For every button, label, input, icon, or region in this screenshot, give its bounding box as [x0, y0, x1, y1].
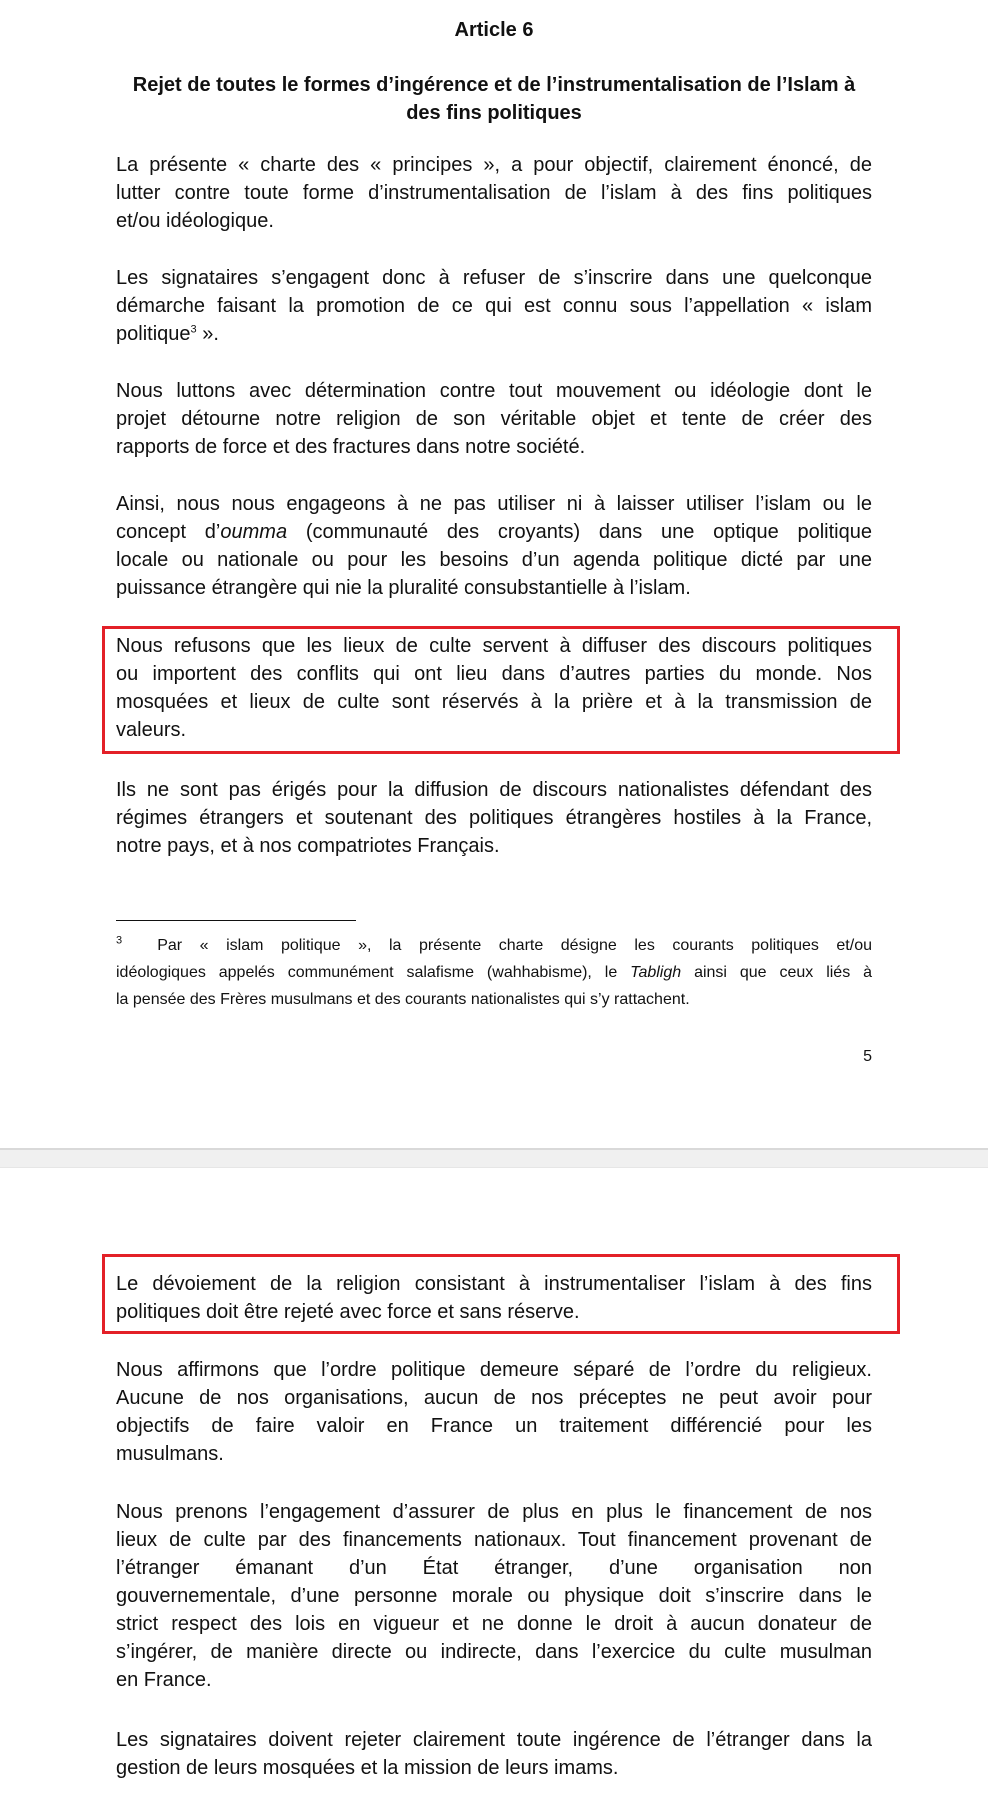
text-line	[116, 518, 872, 546]
text-line: Les signataires s’engagent donc à refuser de s’inscrire dans une quelconque	[116, 267, 872, 289]
text-line	[116, 320, 872, 348]
text-line: lutter contre toute forme d’instrumentalisation de l’islam à des fins politiques	[116, 182, 872, 204]
italic-term: oumma	[220, 521, 288, 543]
paragraph	[116, 776, 872, 860]
text-line: objectifs de faire valoir en France un traitement différencié pour les	[116, 1415, 872, 1437]
italic-term: Tabligh	[630, 964, 682, 981]
text-line: La présente « charte des « principes », a pour objectif, clairement énoncé, de	[116, 154, 872, 176]
paragraph	[116, 1726, 872, 1782]
text-line: ou importent des conflits qui ont lieu dans d’autres parties du monde. Nos	[116, 663, 872, 685]
text-line: rapports de force et des fractures dans notre société.	[116, 436, 586, 458]
text-line: lieux de culte par des financements nationaux. Tout financement provenant de	[116, 1529, 872, 1551]
article-subtitle-line: Rejet de toutes le formes d’ingérence et de l’instrumentalisation de l’Islam à	[132, 74, 856, 96]
paragraph	[116, 151, 872, 235]
text-span: concept d’	[116, 521, 221, 543]
text-span: Par « islam politique », la présente charte désigne les courants politiques et/ou	[157, 937, 872, 954]
paragraph	[116, 264, 872, 348]
text-line: mosquées et lieux de culte sont réservés à la prière et à la transmission de	[116, 691, 872, 713]
text-line: Nous affirmons que l’ordre politique demeure séparé de l’ordre du religieux.	[116, 1359, 872, 1381]
text-line: projet détourne notre religion de son véritable objet et tente de créer des	[116, 408, 872, 430]
text-line: Les signataires doivent rejeter clairement toute ingérence de l’étranger dans la	[116, 1729, 872, 1751]
footnote-number: 3	[116, 934, 123, 947]
document-page-2	[0, 1168, 988, 1817]
footnote-line	[116, 959, 872, 986]
text-line: Nous luttons avec détermination contre tout mouvement ou idéologie dont le	[116, 380, 872, 402]
text-line: musulmans.	[116, 1443, 224, 1465]
text-span: ».	[196, 323, 219, 345]
text-line: démarche faisant la promotion de ce qui est connu sous l’appellation « islam	[116, 295, 872, 317]
text-line: valeurs.	[116, 719, 187, 741]
text-line: politiques doit être rejeté avec force et sans réserve.	[116, 1301, 580, 1323]
text-line: en France.	[116, 1669, 212, 1691]
article-subtitle-line: des fins politiques	[406, 102, 582, 124]
article-subtitle	[116, 71, 872, 127]
text-span: ainsi que ceux liés à	[681, 964, 873, 981]
text-line: strict respect des lois en vigueur et ne donne le droit à aucun donateur de	[116, 1613, 872, 1635]
footnote	[116, 932, 872, 1013]
footnote-line	[116, 932, 872, 959]
paragraph	[116, 1356, 872, 1468]
footnote-reference[interactable]: 3	[190, 323, 197, 336]
page-separator	[0, 1148, 988, 1168]
text-line: Nous prenons l’engagement d’assurer de plus en plus le financement de nos	[116, 1501, 872, 1523]
text-line: puissance étrangère qui nie la pluralité consubstantielle à l’islam.	[116, 577, 691, 599]
text-span: idéologiques appelés communément salafisme (wahhabisme), le	[116, 964, 631, 981]
text-line: gestion de leurs mosquées et la mission de leurs imams.	[116, 1757, 619, 1779]
text-line: l’étranger émanant d’un État étranger, d’une organisation non	[116, 1557, 872, 1579]
paragraph	[116, 377, 872, 461]
text-line: Aucune de nos organisations, aucun de nos préceptes ne peut avoir pour	[116, 1387, 872, 1409]
text-line: Nous refusons que les lieux de culte servent à diffuser des discours politiques	[116, 635, 872, 657]
article-title: Article 6	[454, 19, 534, 41]
text-span: (communauté des croyants) dans une optique politique	[287, 521, 872, 543]
paragraph	[116, 1498, 872, 1694]
page-number: 5	[863, 1048, 872, 1065]
text-line: Ainsi, nous nous engageons à ne pas utiliser ni à laisser utiliser l’islam ou le	[116, 493, 872, 515]
highlighted-paragraph	[116, 632, 872, 744]
text-line: régimes étrangers et soutenant des politiques étrangères hostiles à la France,	[116, 807, 872, 829]
text-line: Le dévoiement de la religion consistant à instrumentaliser l’islam à des fins	[116, 1273, 872, 1295]
text-line: locale ou nationale ou pour les besoins d’un agenda politique dicté par une	[116, 549, 872, 571]
text-line: s’ingérer, de manière directe ou indirecte, dans l’exercice du culte musulman	[116, 1641, 872, 1663]
highlighted-paragraph	[116, 1270, 872, 1326]
paragraph	[116, 490, 872, 602]
text-span: politique	[116, 323, 191, 345]
footnote-separator	[116, 920, 356, 921]
text-line: notre pays, et à nos compatriotes Français.	[116, 835, 500, 857]
text-line: Ils ne sont pas érigés pour la diffusion de discours nationalistes défendant des	[116, 779, 872, 801]
text-line: gouvernementale, d’une personne morale ou physique doit s’inscrire dans le	[116, 1585, 872, 1607]
text-line: et/ou idéologique.	[116, 210, 274, 232]
footnote-line: la pensée des Frères musulmans et des courants nationalistes qui s’y rattachent.	[116, 991, 690, 1008]
